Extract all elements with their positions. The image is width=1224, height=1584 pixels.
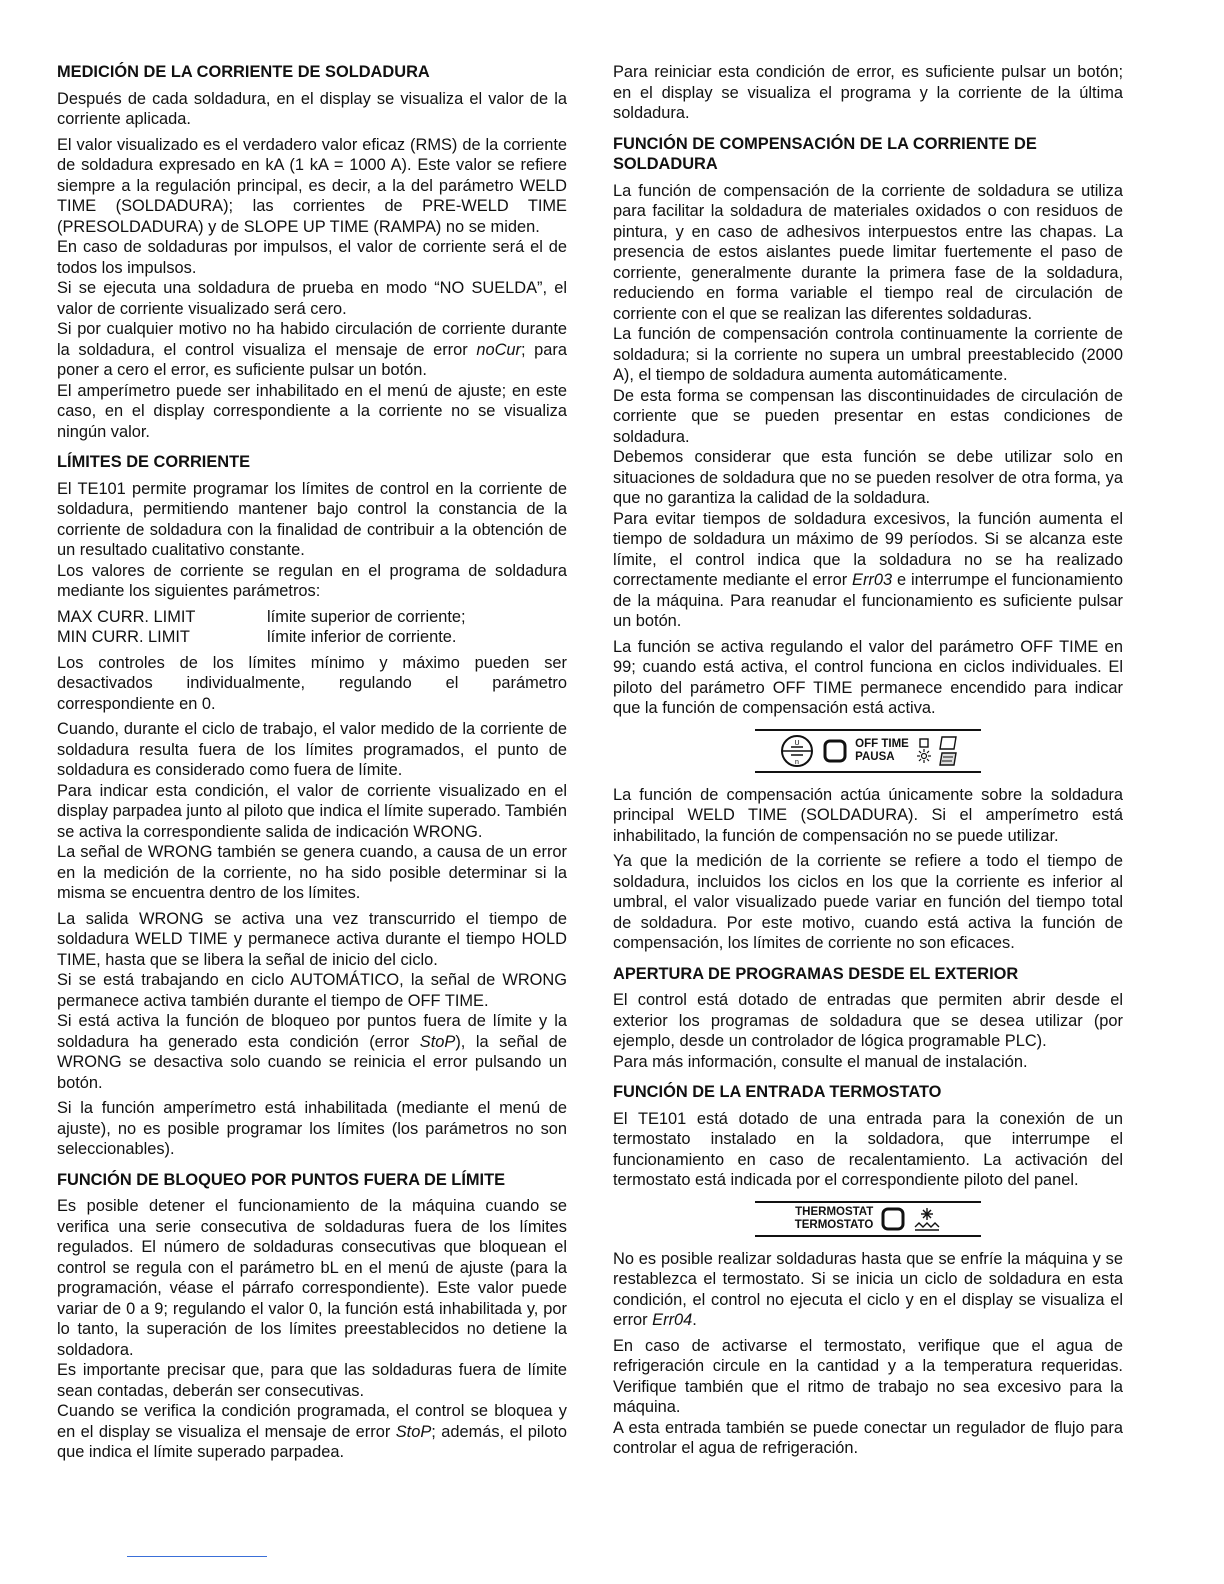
- paragraph: La salida WRONG se activa una vez transcurrido el tiempo de soldadura WELD TIME y permanece activa durante el tiempo HOLD TIME, hasta que se libera la señal de inicio del ciclo.: [57, 909, 567, 969]
- paragraph: El amperímetro puede ser inhabilitado en el menú de ajuste; en este caso, en el display correspondiente a la corriente no se visualiza ningún valor.: [57, 381, 567, 441]
- paragraph: En caso de activarse el termostato, verifique que el agua de refrigeración circule en la cantidad y a la temperatura requeridas. Verifique también que el ritmo de trabajo no sea excesivo para la máquina.: [613, 1336, 1123, 1416]
- paragraph: A esta entrada también se puede conectar un regulador de flujo para controlar el agua de refrigeración.: [613, 1418, 1123, 1457]
- paragraph: Para indicar esta condición, el valor de corriente visualizado en el display parpadea junto al piloto que indica el límite superado. También se activa la correspondiente salida de indicación WRONG.: [57, 781, 567, 841]
- thermostat-panel-figure: [755, 1201, 981, 1237]
- paragraph: Es posible detener el funcionamiento de la máquina cuando se verifica una serie consecutiva de soldaduras fuera de los límites regulados. El número de soldaduras consecutivas que bloquean el control se regula con el parámetro bL en el menú de ajuste (para la programación, véase el párrafo correspondiente). Este valor puede variar de 0 a 9; regulando el valor 0, la función está inhabilitada y, por lo tanto, la superación de los límites preestablecidos no detiene la soldadora.: [57, 1197, 567, 1359]
- indicator-stack: [917, 738, 931, 763]
- parameter-row: [57, 627, 567, 648]
- paragraph: Los controles de los límites mínimo y máximo pueden ser desactivados individualmente, regulando el parámetro correspondiente en 0.: [57, 653, 567, 713]
- paragraph: [57, 319, 567, 381]
- display-icon: [939, 736, 957, 750]
- paragraph: El valor visualizado es el verdadero valor eficaz (RMS) de la corriente de soldadura expresado en kA (1 kA = 1000 A). Este valor se refiere siempre a la regulación principal, es decir, a la del parámetro WELD TIME (SOLDADURA); las corrientes de PRE-WELD TIME (PRESOLDADURA) y de SLOPE UP TIME (RAMPA) no se miden.: [57, 135, 567, 236]
- text: ; para poner a cero el error, es suficiente pulsar un botón.: [57, 340, 567, 379]
- text: Para evitar tiempos de soldadura excesivos, la función aumenta el tiempo de soldadura un máximo de 99 períodos. Si se alcanza este límite, el control indica que la soldadura no se ha realizado correctamente mediante el error: [613, 509, 1123, 589]
- paragraph: La función de compensación actúa únicamente sobre la soldadura principal WELD TIME (SOLDADURA). Si el amperímetro está inhabilitado, la función de compensación no se puede utilizar.: [613, 785, 1123, 845]
- right-column: [613, 62, 1123, 1459]
- error-code: noCur: [476, 340, 521, 359]
- panel-labels: [855, 738, 909, 764]
- paragraph: Debemos considerar que esta función se debe utilizar solo en situaciones de soldadura que no se pueden resolver de otra forma, ya que no garantiza la calidad de la soldadura.: [613, 448, 1123, 507]
- panel-label-termostato: TERMOSTATO: [794, 1218, 874, 1231]
- parameter-list: [57, 607, 567, 648]
- section-title-termostato: FUNCIÓN DE LA ENTRADA TERMOSTATO: [613, 1083, 942, 1101]
- section-title-compensacion: FUNCIÓN DE COMPENSACIÓN DE LA CORRIENTE DE SOLDADURA: [613, 134, 1037, 173]
- text: Si por cualquier motivo no ha habido circulación de corriente durante la soldadura, el control visualiza el mensaje de error: [57, 320, 567, 359]
- paragraph: Si se ejecuta una soldadura de prueba en modo “NO SUELDA”, el valor de corriente visualizado será cero.: [57, 279, 567, 318]
- paragraph: De esta forma se compensan las discontinuidades de circulación de corriente que se pueden presentar en estas condiciones de soldadura.: [613, 386, 1123, 446]
- paragraph: Para más información, consulte el manual de instalación.: [613, 1052, 1028, 1071]
- sun-icon: [917, 749, 931, 763]
- text: ; además, el piloto que indica el límite superado parpadea.: [57, 1422, 567, 1461]
- panel-label-pausa: PAUSA: [855, 750, 895, 763]
- parameter-name: MAX CURR. LIMIT: [57, 607, 196, 626]
- error-code: StoP: [395, 1422, 432, 1441]
- parameter-name: MIN CURR. LIMIT: [57, 628, 190, 646]
- panel-label-off-time: OFF TIME: [855, 737, 909, 750]
- paragraph: [613, 509, 1123, 632]
- paragraph: [613, 1249, 1123, 1331]
- parameter-row: [57, 607, 567, 628]
- text: Cuando se verifica la condición programada, el control se bloquea y en el display se visualiza el mensaje de error: [57, 1402, 567, 1441]
- paragraph: Los valores de corriente se regulan en el programa de soldadura mediante los siguientes parámetros:: [57, 561, 567, 600]
- error-code: StoP: [419, 1032, 456, 1051]
- paragraph: La función de compensación de la corriente de soldadura se utiliza para facilitar la soldadura de materiales oxidados o con residuos de pintura, y en caso de adhesivos interpuestos entre las chapas. La presencia de estos aislantes puede limitar fuertemente el paso de corriente, generalmente durante la primera fase de la soldadura, reduciendo en forma variable el tiempo real de circulación de corriente con el que se realizan las diferentes soldaduras.: [613, 181, 1123, 323]
- text: Si está activa la función de bloqueo por puntos fuera de límite y la soldadura ha generado esta condición (error: [57, 1012, 567, 1051]
- section-title-medicion: MEDICIÓN DE LA CORRIENTE DE SOLDADURA: [57, 63, 430, 81]
- svg-text:n: n: [795, 758, 800, 766]
- text: .: [692, 1311, 697, 1329]
- cycle-mode-icon: [779, 734, 815, 768]
- paragraph: La función de compensación controla continuamente la corriente de soldadura; si la corriente no supera un umbral preestablecido (2000 A), el tiempo de soldadura aumenta automáticamente.: [613, 325, 1123, 384]
- panel-label-thermostat: THERMOSTAT: [795, 1205, 874, 1218]
- led-indicator-icon: [881, 1207, 905, 1231]
- led-indicator-icon: [823, 739, 847, 763]
- paragraph: Para reiniciar esta condición de error, es suficiente pulsar un botón; en el display se visualiza el programa y la corriente de la última soldadura.: [613, 63, 1123, 122]
- text: ), la señal de WRONG se desactiva solo cuando se reinicia el error pulsando un botón.: [57, 1032, 567, 1092]
- paragraph: En caso de soldaduras por impulsos, el valor de corriente será el de todos los impulsos.: [57, 238, 567, 277]
- parameter-desc: límite superior de corriente;: [267, 607, 466, 626]
- parameter-desc: límite inferior de corriente.: [267, 628, 457, 646]
- paragraph: La señal de WRONG también se genera cuando, a causa de un error en la medición de la corriente, no ha sido posible determinar si la misma se encuentra dentro de los límites.: [57, 843, 567, 902]
- paragraph: Es importante precisar que, para que las soldaduras fuera de límite sean contadas, deberán ser consecutivas.: [57, 1361, 567, 1400]
- text: No es posible realizar soldaduras hasta que se enfríe la máquina y se restablezca el termostato. Si se inicia un ciclo de soldadura en esta condición, el control no ejecuta el ciclo y en el display se visualiza el error: [613, 1249, 1123, 1329]
- paragraph: [57, 1011, 567, 1093]
- paragraph: Si se está trabajando en ciclo AUTOMÁTICO, la señal de WRONG permanece activa también durante el tiempo de OFF TIME.: [57, 971, 567, 1010]
- left-column: [57, 62, 567, 1463]
- off-time-panel-figure: [755, 729, 981, 773]
- text: e interrumpe el funcionamiento de la máquina. Para reanudar el funcionamiento es suficiente pulsar un botón.: [613, 571, 1123, 630]
- display-lit-icon: [939, 752, 957, 766]
- section-title-apertura: APERTURA DE PROGRAMAS DESDE EL EXTERIOR: [613, 964, 1019, 983]
- section-title-limites: LÍMITES DE CORRIENTE: [57, 453, 251, 471]
- paragraph: El TE101 está dotado de una entrada para la conexión de un termostato instalado en la soldadora, que interrumpe el funcionamiento en caso de recalentamiento. La activación del termostato está indicada por el correspondiente piloto del panel.: [613, 1109, 1123, 1189]
- paragraph: El TE101 permite programar los límites de control en la corriente de soldadura, permitiendo mantener bajo control la constancia de la corriente de soldadura con la finalidad de contribuir a la obtención de un resultado cualitativo constante.: [57, 479, 567, 559]
- paragraph: Después de cada soldadura, en el display se visualiza el valor de la corriente aplicada.: [57, 89, 567, 128]
- section-title-bloqueo: FUNCIÓN DE BLOQUEO POR PUNTOS FUERA DE LÍMITE: [57, 1170, 506, 1189]
- svg-text:U: U: [794, 739, 800, 747]
- paragraph: [57, 1401, 567, 1463]
- panel-labels: [795, 1206, 874, 1232]
- paragraph: Si la función amperímetro está inhabilitada (mediante el menú de ajuste), no es posible programar los límites (los parámetros no son seleccionables).: [57, 1099, 567, 1158]
- coolant-icon: [913, 1206, 941, 1232]
- display-stack: [939, 736, 957, 766]
- paragraph: La función se activa regulando el valor del parámetro OFF TIME en 99; cuando está activa, el control funciona en ciclos individuales. El piloto del parámetro OFF TIME permanece encendido para indicar que la función de compensación está activa.: [613, 637, 1123, 717]
- paragraph: Ya que la medición de la corriente se refiere a todo el tiempo de soldadura, incluidos los ciclos en los que la corriente es inferior al umbral, el valor visualizado puede variar en función del tiempo total de soldadura. Por este motivo, cuando está activa la función de compensación, los límites de corriente no son eficaces.: [613, 852, 1123, 952]
- small-led-icon: [919, 738, 929, 748]
- paragraph: El control está dotado de entradas que permiten abrir desde el exterior los programas de soldadura que se desea utilizar (por ejemplo, desde un controlador de lógica programable PLC).: [613, 991, 1123, 1050]
- error-code: Err03: [852, 571, 893, 589]
- error-code: Err04: [652, 1311, 693, 1329]
- footnote-rule: [127, 1556, 267, 1557]
- paragraph: Cuando, durante el ciclo de trabajo, el valor medido de la corriente de soldadura resulta fuera de los límites programados, el punto de soldadura es considerado como fuera de límite.: [57, 720, 567, 779]
